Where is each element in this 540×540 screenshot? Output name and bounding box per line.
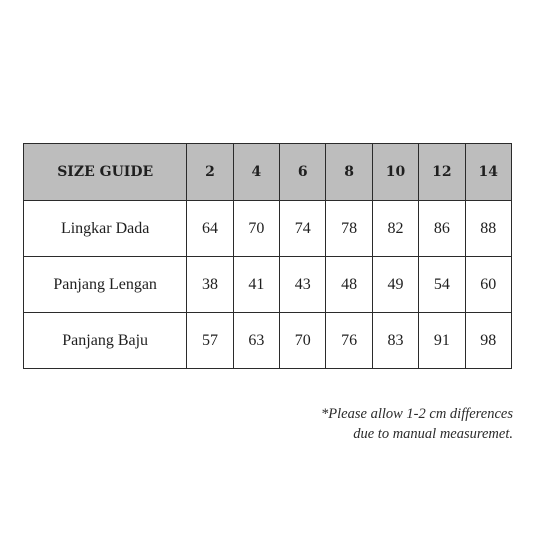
table-cell: 88 (465, 201, 511, 257)
header-row (24, 144, 512, 201)
size-header: 6 (280, 144, 326, 201)
table-cell: 82 (372, 201, 418, 257)
table-cell: 57 (187, 313, 233, 369)
size-header: 14 (465, 144, 511, 201)
table-cell: 98 (465, 313, 511, 369)
row-label: Panjang Baju (24, 313, 187, 369)
table-title: SIZE GUIDE (24, 144, 187, 201)
row-label: Panjang Lengan (24, 257, 187, 313)
table-cell: 60 (465, 257, 511, 313)
table-cell: 43 (280, 257, 326, 313)
table-cell: 54 (419, 257, 465, 313)
size-guide-table (23, 143, 512, 369)
size-header: 2 (187, 144, 233, 201)
table-cell: 83 (372, 313, 418, 369)
table-cell: 74 (280, 201, 326, 257)
table-cell: 70 (280, 313, 326, 369)
table-cell: 64 (187, 201, 233, 257)
table-cell: 48 (326, 257, 372, 313)
table-cell: 86 (419, 201, 465, 257)
table-row (24, 313, 512, 369)
table-row (24, 201, 512, 257)
row-label: Lingkar Dada (24, 201, 187, 257)
note-line: due to manual measuremet. (353, 426, 513, 442)
table-cell: 76 (326, 313, 372, 369)
table-cell: 70 (233, 201, 279, 257)
size-header: 4 (233, 144, 279, 201)
table-cell: 38 (187, 257, 233, 313)
measurement-note (321, 404, 513, 444)
size-header: 10 (372, 144, 418, 201)
note-line: *Please allow 1-2 cm differences (321, 406, 513, 422)
table-cell: 91 (419, 313, 465, 369)
table-row (24, 257, 512, 313)
table-cell: 78 (326, 201, 372, 257)
size-header: 12 (419, 144, 465, 201)
table-cell: 41 (233, 257, 279, 313)
size-header: 8 (326, 144, 372, 201)
table-cell: 63 (233, 313, 279, 369)
table-cell: 49 (372, 257, 418, 313)
